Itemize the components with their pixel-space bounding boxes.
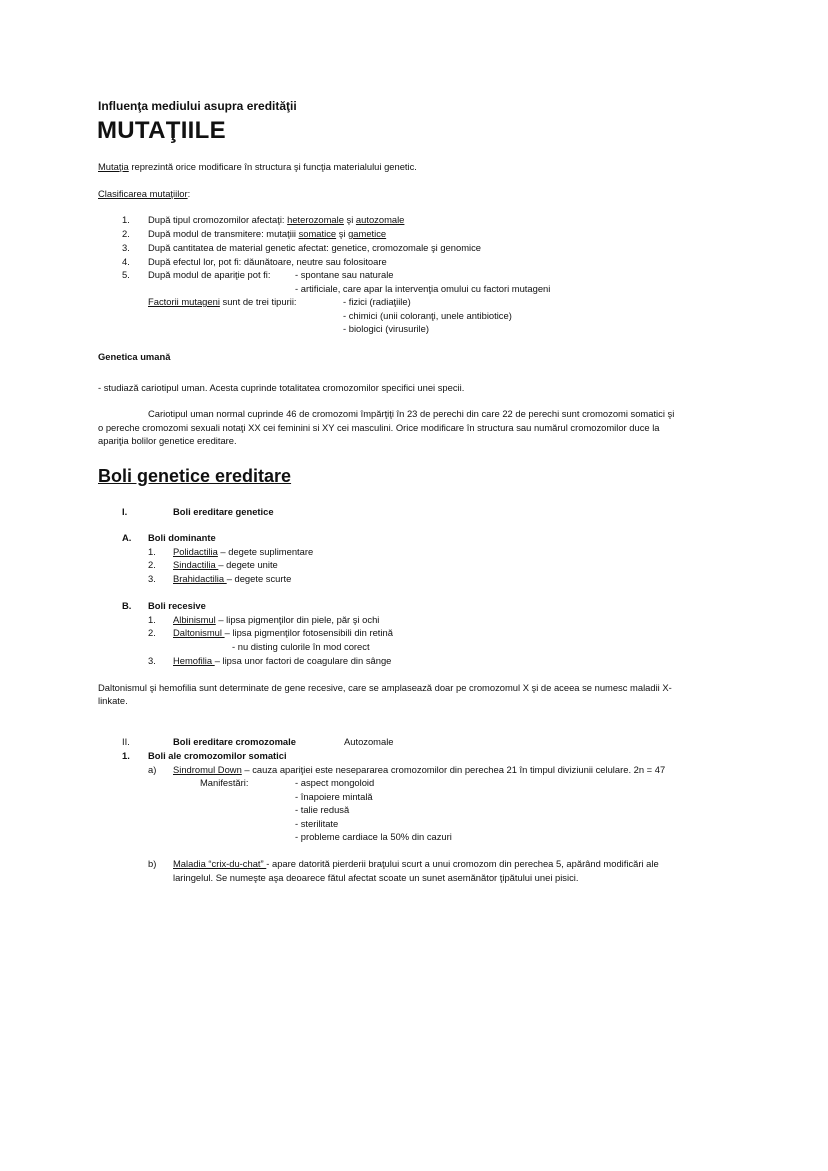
sub-item: - nu disting culorile în mod corect — [232, 641, 370, 652]
group-letter: A. — [122, 532, 132, 543]
text: După modul de transmitere: mutaţiii — [148, 228, 299, 239]
list-item-continuation: laringelul. Se numeşte aşa deoarece fătul afectat scoate un sunet asemănător ţipătului unei pisici. — [173, 872, 579, 883]
term: somatice — [298, 228, 337, 239]
text: – cauza apariţiei este nesepararea cromozomilor din perechea 21 în timpul diviziunii celulare. 2n = 47 — [241, 764, 666, 775]
term: Brahidactilia — [173, 573, 227, 584]
text: – degete suplimentare — [217, 546, 314, 557]
section-label: Boli ereditare genetice — [173, 506, 274, 517]
section-note: Autozomale — [344, 736, 394, 747]
manifestations-label: Manifestări: — [200, 777, 249, 788]
section-heading: Boli genetice ereditare — [98, 466, 292, 486]
list-number: 3. — [148, 573, 156, 584]
text: După tipul cromozomilor afectaţi: — [148, 214, 288, 225]
group-label: Boli recesive — [148, 600, 206, 611]
list-number: 3. — [122, 242, 130, 253]
list-item — [173, 627, 393, 639]
list-item — [173, 614, 379, 626]
factor-item: - chimici (unii coloranţi, unele antibiotice) — [343, 310, 512, 321]
list-number: 2. — [122, 228, 130, 239]
term: gametice — [348, 228, 387, 239]
list-number: 4. — [122, 256, 130, 267]
list-letter: a) — [148, 764, 157, 775]
term: Factorii mutageni — [148, 296, 220, 307]
list-number: 1. — [148, 546, 156, 557]
factor-item: - fizici (radiaţiile) — [343, 296, 411, 307]
manifestation: - sterilitate — [295, 818, 339, 829]
document-subtitle: Influenţa mediului asupra eredităţii — [98, 99, 297, 113]
paragraph-line: o pereche cromozomi sexuali notaţi XX cei feminini si XY cei masculini. Orice modificare în structura sau numărul cromozomilor duce la — [98, 422, 660, 433]
text: şi — [343, 214, 356, 225]
section-number: I. — [122, 506, 128, 517]
text: reprezintă orice modificare în structura şi funcţia materialului genetic. — [128, 161, 417, 172]
list-item: După efectul lor, pot fi: dăunătoare, neutre sau folositoare — [148, 256, 387, 267]
definition — [98, 161, 417, 173]
list-item — [173, 546, 313, 558]
term: Sindromul Down — [173, 764, 242, 775]
text: – lipsa pigmenţilor fotosensibili din retină — [224, 627, 393, 638]
term: Sindactilia — [173, 559, 219, 570]
list-item — [148, 228, 386, 240]
list-letter: b) — [148, 858, 157, 869]
group-label: Boli dominante — [148, 532, 216, 543]
sub-item: - artificiale, care apar la intervenţia omului cu factori mutageni — [295, 283, 551, 294]
text: şi — [336, 228, 349, 239]
heading-text: Clasificarea mutaţiilor — [98, 188, 188, 199]
list-item: După cantitatea de material genetic afectat: genetice, cromozomale şi genomice — [148, 242, 481, 253]
list-item — [173, 655, 391, 667]
sub-item: - spontane sau naturale — [295, 269, 394, 280]
list-item — [173, 764, 665, 776]
text: – degete unite — [218, 559, 278, 570]
factor-item: - biologici (virusurile) — [343, 323, 429, 334]
list-number: 5. — [122, 269, 130, 280]
paragraph-line: apariţia bolilor genetice ereditare. — [98, 435, 237, 446]
list-item: După modul de apariţie pot fi: — [148, 269, 271, 280]
list-item — [173, 858, 659, 870]
list-number: 2. — [148, 627, 156, 638]
factors-label — [148, 296, 297, 308]
list-number: 3. — [148, 655, 156, 666]
section-label: Boli ereditare cromozomale — [173, 736, 296, 747]
list-number: 1. — [148, 614, 156, 625]
manifestation: - aspect mongoloid — [295, 777, 375, 788]
paragraph-line: linkate. — [98, 695, 128, 706]
colon: : — [187, 188, 191, 199]
list-item — [173, 573, 291, 585]
genetics-heading: Genetica umană — [98, 351, 171, 362]
document-title: MUTAŢIILE — [97, 117, 226, 144]
manifestation: - probleme cardiace la 50% din cazuri — [295, 831, 452, 842]
list-item — [173, 559, 278, 571]
text: – degete scurte — [226, 573, 292, 584]
text: – lipsa pigmenţilor din piele, păr şi ochi — [215, 614, 380, 625]
manifestation: - înapoiere mintală — [295, 791, 373, 802]
classification-heading — [98, 188, 190, 200]
text: – lipsa unor factori de coagulare din sânge — [214, 655, 392, 666]
group-letter: B. — [122, 600, 132, 611]
genetics-intro: - studiază cariotipul uman. Acesta cuprinde totalitatea cromozomilor specifici unei specii. — [98, 382, 465, 393]
term: Daltonismul — [173, 627, 225, 638]
manifestation: - talie redusă — [295, 804, 350, 815]
group-label: Boli ale cromozomilor somatici — [148, 750, 287, 761]
text: sunt de trei tipurii: — [219, 296, 297, 307]
term: Albinismul — [173, 614, 216, 625]
term: autozomale — [355, 214, 405, 225]
paragraph-line: Daltonismul şi hemofilia sunt determinate de gene recesive, care se amplasează doar pe cromozomul X şi de aceea se numesc maladii X- — [98, 682, 672, 693]
group-number: 1. — [122, 750, 130, 761]
list-number: 1. — [122, 214, 130, 225]
term: heterozomale — [287, 214, 344, 225]
term: Maladia “crix-du-chat” — [173, 858, 267, 869]
paragraph-line: Cariotipul uman normal cuprinde 46 de cromozomi împărţiţi în 23 de perechi din care 22 de perechi sunt cromozomi somatici şi — [148, 408, 675, 419]
term: Mutaţia — [98, 161, 129, 172]
section-number: II. — [122, 736, 130, 747]
term: Hemofilia — [173, 655, 215, 666]
list-number: 2. — [148, 559, 156, 570]
text: - apare datorită pierderii braţului scurt a unui cromozom din perechea 5, apărând modificări ale — [266, 858, 659, 869]
term: Polidactilia — [173, 546, 218, 557]
list-item — [148, 214, 404, 226]
